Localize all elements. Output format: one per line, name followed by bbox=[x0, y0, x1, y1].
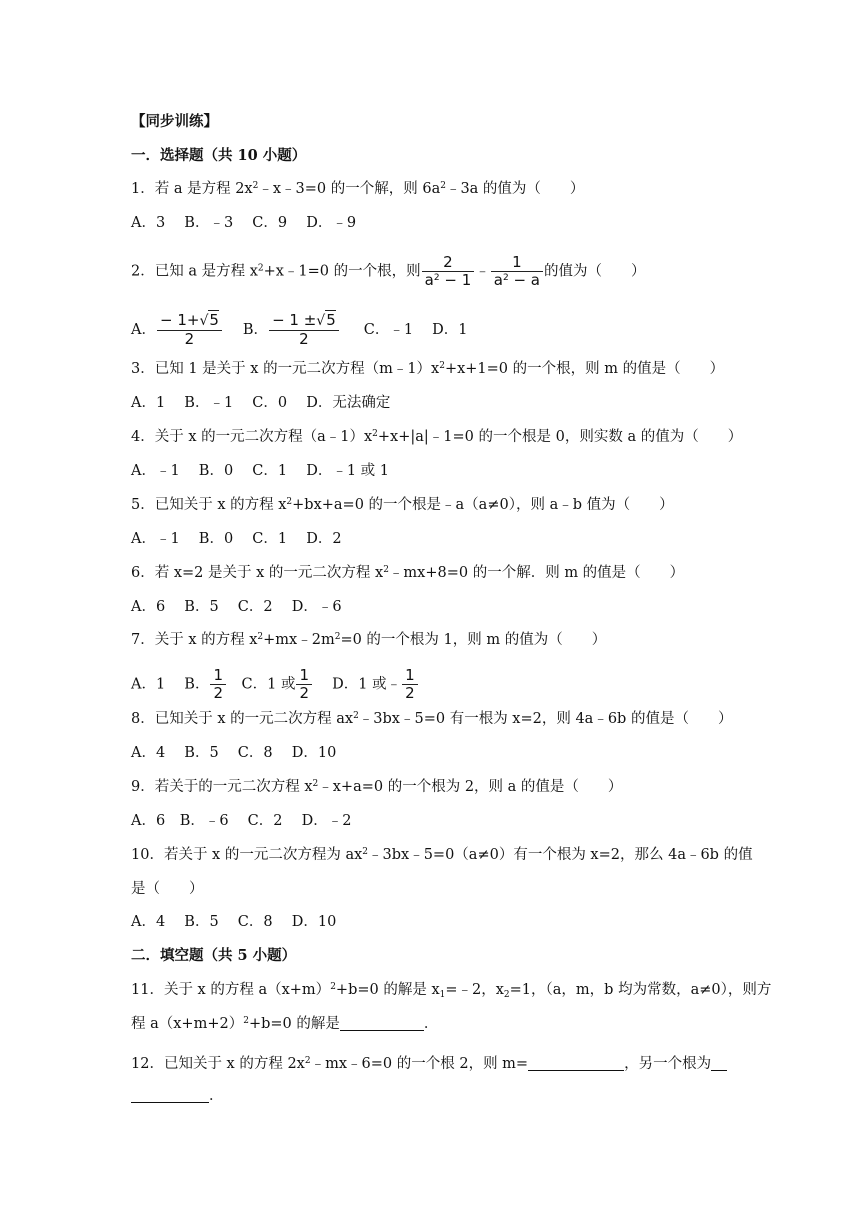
question-3: 3．已知 1 是关于 x 的一元二次方程$(m﹣1)x^2+x+1=0$ 的一个根，则 m 的值是（ ） bbox=[131, 361, 725, 377]
question-4: 4．关于 x 的一元二次方程$(a﹣1)x^2+x+|a|﹣1=0$ 的一个根是 0，则实数 a 的值为（ ） bbox=[131, 429, 743, 445]
fraction-one-half-d: $\frac{1}{2}$ bbox=[402, 667, 418, 702]
question-10: 10．若关于 x 的一元二次方程为 $ax^2﹣3bx﹣5=0(a\ne 0)$有一个根为 x=2，那么 4a﹣6b 的值 bbox=[131, 847, 753, 863]
answer-blank-12-root-start[interactable] bbox=[711, 1056, 727, 1071]
answer-blank-12-m[interactable] bbox=[528, 1056, 624, 1071]
answer-blank-12-root[interactable] bbox=[131, 1088, 209, 1103]
question-7-options: A．1 B． $\frac{1}{2}$ C．1 或 $\frac{1}{2}$ D．1 或﹣ $\frac{1}{2}$ bbox=[131, 667, 419, 702]
question-10-options: A．4 B．5 C．8 D．10 bbox=[131, 914, 337, 930]
question-10-continued: 是（ ） bbox=[131, 881, 204, 897]
question-1-options: A．3 B．﹣3 C．9 D．﹣9 bbox=[131, 215, 357, 231]
question-9-options: A．6 B．﹣6 C．2 D．﹣2 bbox=[131, 813, 352, 829]
question-8-options: A．4 B．5 C．8 D．10 bbox=[131, 745, 337, 761]
question-5: 5．已知关于 x 的方程 $x^2+bx+a=0$ 的一个根是﹣a（a≠0），则 a﹣b 值为（ ） bbox=[131, 497, 674, 513]
fraction-one-half-b: $\frac{1}{2}$ bbox=[210, 667, 226, 702]
question-11-continued: 程 $a(x+m+2)^2+b=0$ 的解是 ． bbox=[131, 1016, 439, 1032]
question-7: 7．关于 x 的方程 $x^2+mx﹣2m^2=0$ 的一个根为 1，则 m 的值为（ ） bbox=[131, 632, 607, 648]
question-1: 1．若 a 是方程 $2x^2﹣x﹣3=0$ 的一个解，则 $6a^2﹣3a$ 的值为（ ） bbox=[131, 181, 585, 197]
question-9: 9．若关于的一元二次方程 $x^2﹣x+a=0$ 的一个根为 2，则 a 的值是（ ） bbox=[131, 779, 623, 795]
option-b-fraction: $\frac{- 1 \pm√5}{2}$ bbox=[269, 312, 339, 348]
fraction-one-half-c: $\frac{1}{2}$ bbox=[296, 667, 312, 702]
question-2: 2．已知 a 是方程 $x^2+x﹣1=0$ 的一个根，则 $\frac{2}{a^2 - 1}$ ﹣ $\frac{1}{a^2 - a}$ 的值为（ ） bbox=[131, 253, 646, 289]
section-choice-title: 一．选择题（共 10 小题） bbox=[131, 147, 307, 164]
answer-blank-11[interactable] bbox=[340, 1016, 424, 1031]
question-11: 11．关于 x 的方程 $a(x+m)^2+b=0$ 的解是 $x_1=﹣2$，$x_2=1$，（a，m，b 均为常数，a≠0），则方 bbox=[131, 982, 772, 1000]
section-fill-title: 二．填空题（共 5 小题） bbox=[131, 947, 297, 964]
question-12-continued: ． bbox=[131, 1087, 224, 1105]
fraction-1-over-a2-minus-a: $\frac{1}{a^2 - a}$ bbox=[491, 254, 543, 289]
fraction-2-over-a2-minus-1: $\frac{2}{a^2 - 1}$ bbox=[422, 254, 475, 289]
question-3-options: A．1 B．﹣1 C．0 D．无法确定 bbox=[131, 395, 391, 411]
question-12: 12．已知关于 x 的方程 $2x^2﹣mx﹣6=0$ 的一个根 2，则 m= ，另一个根为 bbox=[131, 1055, 727, 1073]
question-5-options: A．﹣1 B．0 C．1 D．2 bbox=[131, 531, 342, 547]
question-6-options: A．6 B．5 C．2 D．﹣6 bbox=[131, 599, 342, 615]
question-2-options: A． $\frac{- 1+√5}{2}$ B． $\frac{- 1 \pm√5}{2}$ C．﹣1 D．1 bbox=[131, 311, 468, 348]
question-6: 6．若 x=2 是关于 x 的一元二次方程 $x^2﹣mx+8=0$ 的一个解．则 m 的值是（ ） bbox=[131, 565, 685, 581]
worksheet-header: 【同步训练】 bbox=[131, 113, 218, 130]
question-8: 8．已知关于 x 的一元二次方程 $ax^2﹣3bx﹣5=0$ 有一根为 x=2，则 4a﹣6b 的值是（ ） bbox=[131, 711, 733, 727]
question-4-options: A．﹣1 B．0 C．1 D．﹣1 或 1 bbox=[131, 463, 390, 479]
option-a-fraction: $\frac{- 1+√5}{2}$ bbox=[157, 312, 222, 348]
